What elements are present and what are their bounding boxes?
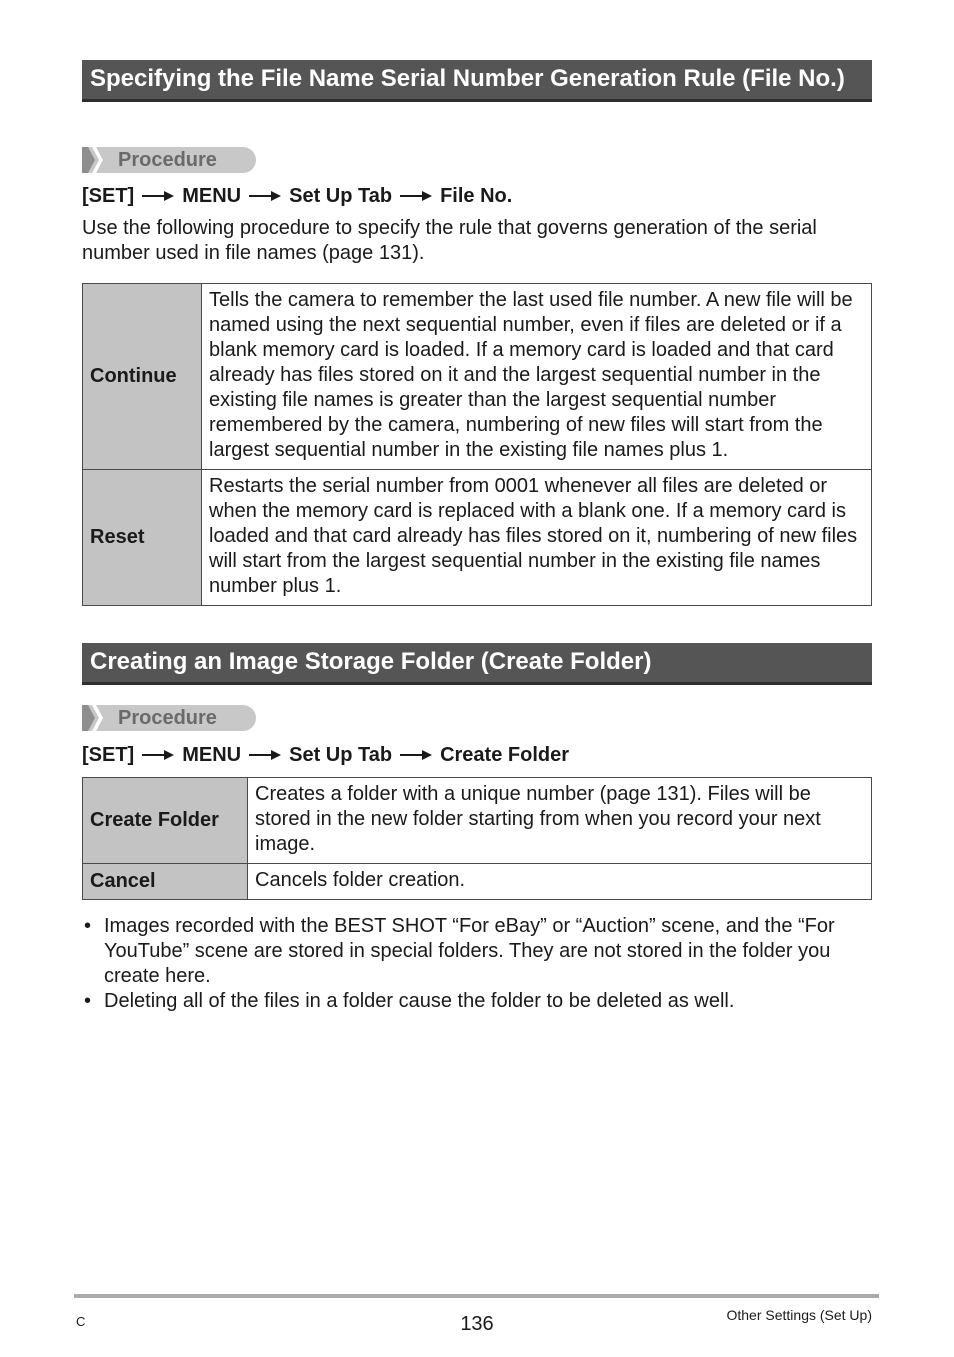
footer-chapter-title: Other Settings (Set Up) [726,1307,872,1323]
right-arrow-icon [249,184,281,208]
list-item [82,914,872,989]
footer-language-mark: C [76,1314,86,1329]
bullet-icon: • [84,915,92,937]
option-desc: Tells the camera to remember the last used file number. A new file will be named using the next sequential number, even if files are deleted or if a blank memory card is loaded. If a memory card is loaded and that card already has files stored on it and the largest sequential number in the existing file names is greater than the largest sequential number remembered by the camera, numbering of new files will start from the largest sequential number in the existing file names plus 1. [202,284,872,470]
table-row [83,470,872,606]
notes-list [82,914,872,1014]
right-arrow-icon [142,184,174,208]
procedure-badge [82,147,256,173]
option-key-continue: Continue [83,284,202,470]
table-row [83,778,872,864]
create-folder-options-table [82,777,872,900]
option-desc: Restarts the serial number from 0001 whenever all files are deleted or when the memory card is replaced with a blank one. If a memory card is loaded and that card already has files stored on it, numbering of new files will start from the largest sequential number in the existing file names number plus 1. [202,470,872,606]
right-arrow-icon [400,743,432,767]
procedure-label: Procedure [118,149,217,171]
intro-paragraph: Use the following procedure to specify the rule that governs generation of the serial number used in file names (page 131). [82,217,817,264]
option-key-create-folder: Create Folder [83,778,248,864]
right-arrow-icon [249,743,281,767]
list-item [82,989,872,1014]
procedure-badge [82,705,256,731]
path-step: [SET] [82,744,135,766]
option-desc: Creates a folder with a unique number (page 131). Files will be stored in the new folder starting from when you record your next image. [248,778,872,864]
path-step: Create Folder [440,744,570,766]
right-arrow-icon [142,743,174,767]
file-no-options-table [82,283,872,606]
path-step: MENU [182,744,242,766]
option-desc: Cancels folder creation. [248,864,872,900]
path-step: Set Up Tab [289,744,393,766]
option-key-cancel: Cancel [83,864,248,900]
section-heading-file-no: Specifying the File Name Serial Number Generation Rule (File No.) [82,60,872,102]
page-number: 136 [460,1313,494,1335]
menu-path [82,743,569,767]
footer-divider [74,1294,879,1298]
note-text: Images recorded with the BEST SHOT “For eBay” or “Auction” scene, and the “For YouTube” scene are stored in special folders. They are not stored in the folder you create here. [104,915,835,987]
section-heading-create-folder: Creating an Image Storage Folder (Create Folder) [82,643,872,685]
bullet-icon: • [84,990,92,1012]
procedure-label: Procedure [118,707,217,729]
path-step: MENU [182,185,242,207]
table-row [83,284,872,470]
path-step: [SET] [82,185,135,207]
menu-path [82,184,512,208]
table-row [83,864,872,900]
right-arrow-icon [400,184,432,208]
option-key-reset: Reset [83,470,202,606]
path-step: Set Up Tab [289,185,393,207]
path-step: File No. [440,185,513,207]
note-text: Deleting all of the files in a folder cause the folder to be deleted as well. [104,990,735,1012]
